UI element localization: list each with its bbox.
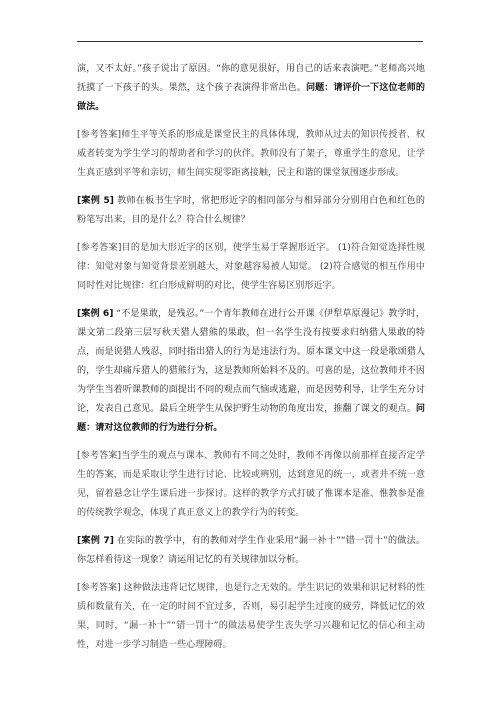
case5-text: 教师在板书生字时，常把形近字的相同部分与相异部分分别用白色和红色的粉笔写出来，目的是什么？符合什么规律？ — [77, 196, 425, 225]
case5-label: [案例 5] — [77, 196, 114, 206]
case6-text: “不是果敢，是残忍。”一个青年教师在进行公开课《伊犁草原漫记》教学时，课文第二段第三层写秋天猎人猎熊的果敢，但一名学生没有按要求归纳猎人果敢的特点，而是说猎人残忍，同时指出猎人的行为是违法行为。原本课文中这一段是歌颂猎人的，学生却痛斥猎人的猎熊行为，这是教师所始料不及的。可喜的是，这位教师并不因为学生当着听课教师的面提出不同的观点而气恼或逃避，而是因势利导，让学生充分讨论，发表自己意见。最后全班学生从保护野生动物的角度出发，推翻了课文的观点。 — [77, 309, 425, 414]
case4-text: 演，又不太好。”孩子说出了原因。“你的意见很好，用自己的话来表演吧。”老师高兴地抚摸了一下孩子的头。果然，这个孩子表演得非常出色。 — [77, 64, 425, 93]
case7-label: [案例 7] — [77, 536, 114, 546]
case6-label: [案例 6] — [77, 309, 114, 319]
case4-answer: [参考答案]师生平等关系的形成是课堂民主的具体体现，教师从过去的知识传授者、权威者转变为学生学习的帮助者和学习的伙伴。教师没有了架子，尊重学生的意见，让学生真正感到平等和亲切，师生间实现零距离接触，民主和谐的课堂氛围逐步形成。 — [77, 130, 425, 178]
document-body — [77, 60, 425, 664]
case7-question — [77, 532, 425, 570]
case7-answer: [参考答案] 这种做法违背记忆规律，也是行之无效的。学生识记的效果和识记材料的性质和数量有关，在一定的时间不宜过多，否则，易引起学生过度的疲劳，降低记忆的效果，同时，“漏一补十”“错一罚十”的做法易使学生丧失学习兴趣和记忆的信心和主动性，对进一步学习制造一些心理障碍。 — [77, 583, 425, 650]
case4-question: 问题：请评价一下这位老师的做法。 — [77, 83, 425, 112]
case5-answer: [参考答案]目的是加大形近字的区别，使学生易于掌握形近字。 (1)符合知觉选择性规律：知觉对象与知觉背景差别越大，对象越容易被人知觉。 (2)符合感觉的相互作用中同时性对比规律：红白形成鲜明的对比，使学生容易区别形近字。 — [77, 243, 425, 291]
case6-answer: [参考答案]当学生的观点与课本、教师有不同之处时，教师不再像以前那样直接否定学生的答案，而是采取让学生进行讨论、比较或辨别，达到意见的统一，或者并不统一意见，留着悬念让学生课后进一步探讨。这样的教学方式打破了惟课本是准、惟教参是准的传统教学观念，体现了真正意义上的教学行为的转变。 — [77, 451, 425, 518]
case7-text: 在实际的教学中，有的教师对学生作业采用“漏一补十”“错一罚十”的做法。你怎样看待这一现象？请运用记忆的有关规律加以分析。 — [77, 536, 425, 565]
case4-continuation — [77, 60, 425, 117]
case6-question — [77, 305, 425, 438]
case5-question — [77, 192, 425, 230]
header-rule — [77, 41, 423, 42]
case6-prompt: 问题：请对这位教师的行为进行分析。 — [77, 404, 425, 433]
